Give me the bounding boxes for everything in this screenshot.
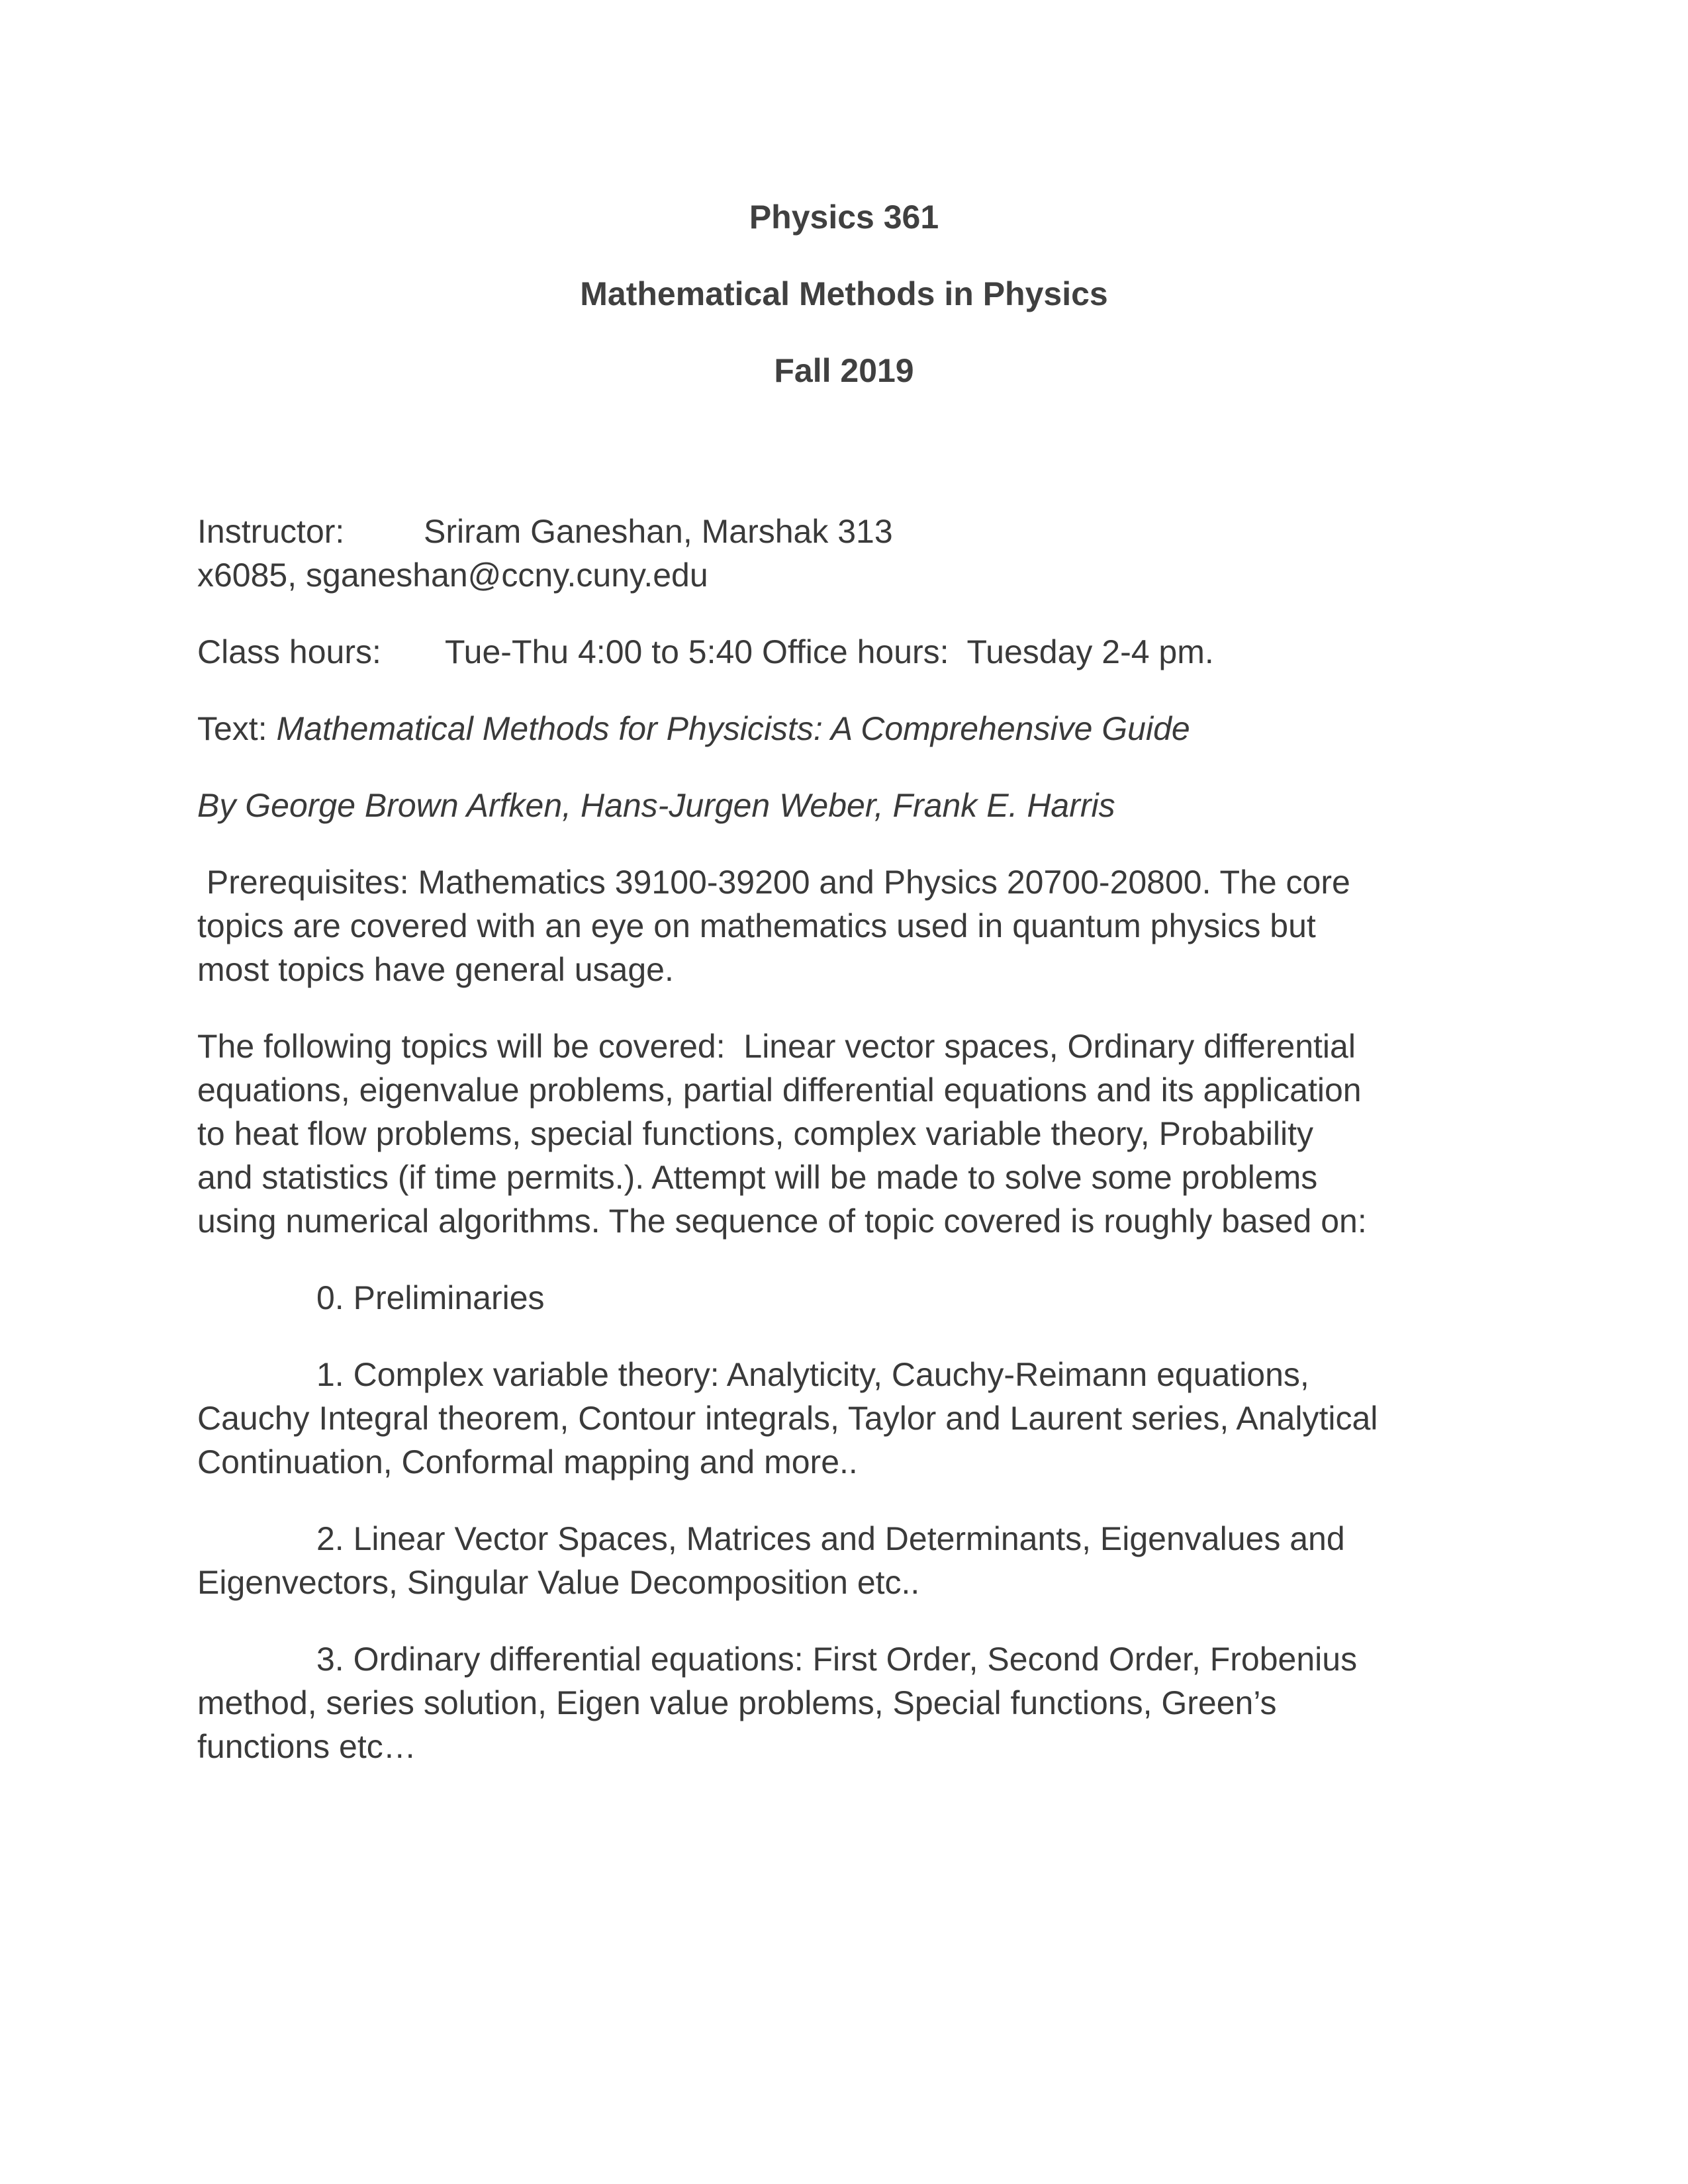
topic-line: Eigenvectors, Singular Value Decomposition etc.. xyxy=(197,1564,920,1601)
document-header xyxy=(0,197,1688,428)
authors-section xyxy=(197,784,1495,827)
office-hours-label: Office hours: xyxy=(762,633,949,670)
prerequisites-line: Prerequisites: Mathematics 39100-39200 and Physics 20700-20800. The core xyxy=(197,864,1350,901)
topic-item-0 xyxy=(197,1276,1495,1320)
topic-line: Continuation, Conformal mapping and more.. xyxy=(197,1443,858,1480)
instructor-line xyxy=(197,510,1495,553)
course-term: Fall 2019 xyxy=(774,352,914,389)
course-title: Mathematical Methods in Physics xyxy=(580,275,1108,312)
instructor-label: Instructor: xyxy=(197,513,345,550)
text-label: Text: xyxy=(197,710,267,747)
instructor-name-office: Sriram Ganeshan, Marshak 313 xyxy=(424,513,893,550)
course-number: Physics 361 xyxy=(749,199,939,236)
book-title: Mathematical Methods for Physicists: A Comprehensive Guide xyxy=(276,710,1190,747)
text-line xyxy=(197,707,1495,751)
topics-intro-line: using numerical algorithms. The sequence of topic covered is roughly based on: xyxy=(197,1203,1367,1240)
topic-line xyxy=(197,1353,1495,1396)
class-hours-label: Class hours: xyxy=(197,633,381,670)
topic-line xyxy=(197,1637,1495,1681)
topics-intro-line: to heat flow problems, special functions, complex variable theory, Probability xyxy=(197,1115,1314,1152)
topic-item-1 xyxy=(197,1353,1495,1484)
office-hours-value: Tuesday 2-4 pm. xyxy=(966,633,1214,670)
topic-text: 3. Ordinary differential equations: First Order, Second Order, Frobenius xyxy=(316,1641,1358,1678)
topic-line: functions etc… xyxy=(197,1728,416,1765)
topics-intro-section xyxy=(197,1024,1495,1243)
hours-section xyxy=(197,630,1495,674)
prerequisites-section xyxy=(197,860,1495,991)
instructor-contact: x6085, sganeshan@ccny.cuny.edu xyxy=(197,557,708,594)
topic-line: Cauchy Integral theorem, Contour integrals, Taylor and Laurent series, Analytical xyxy=(197,1400,1378,1437)
topics-intro-line: The following topics will be covered: Linear vector spaces, Ordinary differential xyxy=(197,1028,1356,1065)
text-section xyxy=(197,707,1495,751)
topics-intro-line: and statistics (if time permits.). Attempt will be made to solve some problems xyxy=(197,1159,1318,1196)
topic-line: method, series solution, Eigen value problems, Special functions, Green’s xyxy=(197,1684,1277,1721)
class-hours-value: Tue-Thu 4:00 to 5:40 xyxy=(445,633,753,670)
topic-item-3 xyxy=(197,1637,1495,1768)
topic-text: 0. Preliminaries xyxy=(316,1279,545,1316)
prerequisites-line: topics are covered with an eye on mathematics used in quantum physics but xyxy=(197,907,1316,944)
topics-intro-line: equations, eigenvalue problems, partial differential equations and its application xyxy=(197,1071,1362,1109)
topic-line xyxy=(197,1276,1495,1320)
document-body xyxy=(197,510,1495,1801)
prerequisites-line: most topics have general usage. xyxy=(197,951,674,988)
topic-line xyxy=(197,1517,1495,1561)
topic-text: 2. Linear Vector Spaces, Matrices and Determinants, Eigenvalues and xyxy=(316,1520,1345,1557)
hours-line xyxy=(197,630,1495,674)
topic-item-2 xyxy=(197,1517,1495,1604)
topic-text: 1. Complex variable theory: Analyticity, Cauchy-Reimann equations, xyxy=(316,1356,1309,1393)
instructor-section xyxy=(197,510,1495,597)
book-authors: By George Brown Arfken, Hans-Jurgen Weber, Frank E. Harris xyxy=(197,787,1115,824)
